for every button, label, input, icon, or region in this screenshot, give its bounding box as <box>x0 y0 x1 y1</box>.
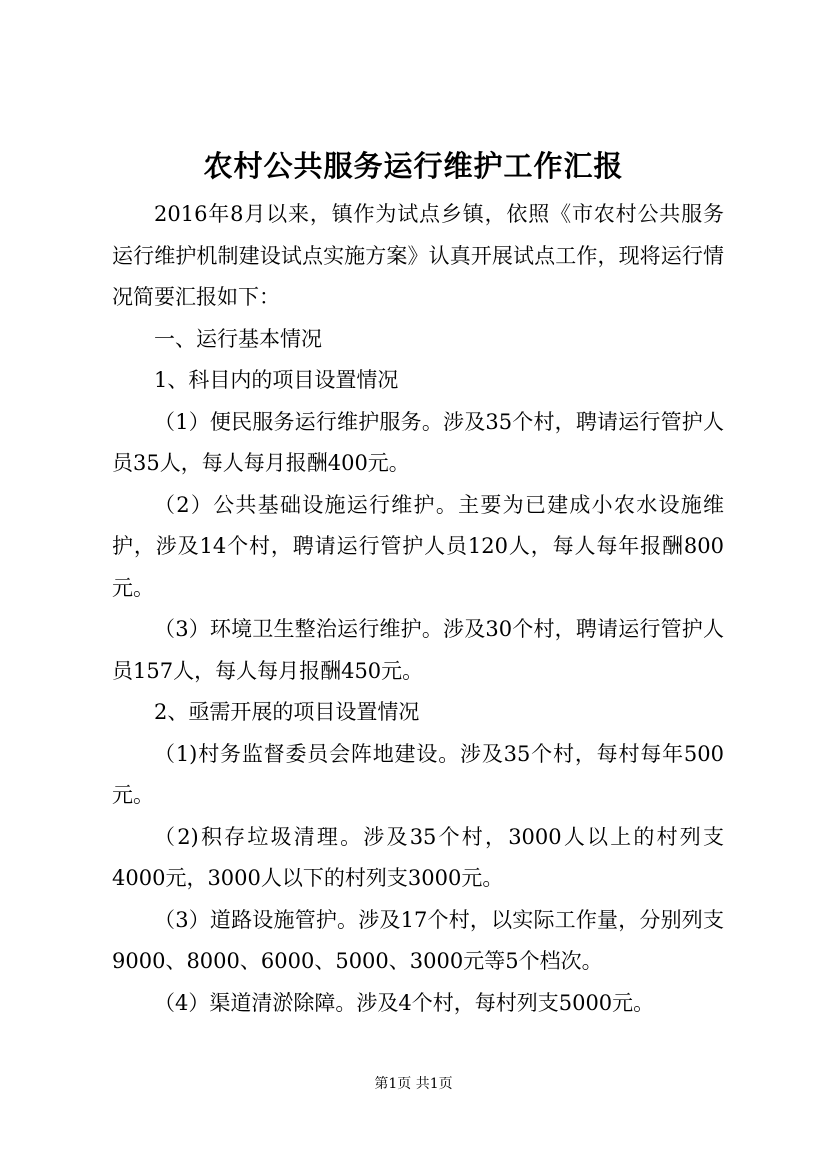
page-number-footer: 第1页 共1页 <box>374 1076 453 1092</box>
list-item-1-2: （2）公共基础设施运行维护。主要为已建成小农水设施维护，涉及14个村，聘请运行管护人员120人，每人每年报酬800元。 <box>112 492 724 600</box>
paragraph-intro: 2016年8月以来，镇作为试点乡镇，依照《市农村公共服务运行维护机制建设试点实施方案》认真开展试点工作，现将运行情况简要汇报如下： <box>112 202 724 309</box>
list-item-2-1: （1)村务监督委员会阵地建设。涉及35个村，每村每年500元。 <box>112 741 724 807</box>
document-title: 农村公共服务运行维护工作汇报 <box>203 149 624 183</box>
list-item-2-3: （3）道路设施管护。涉及17个村，以实际工作量，分别列支9000、8000、6000、5000、3000元等5个档次。 <box>112 907 724 973</box>
list-item-1-1: （1）便民服务运行维护服务。涉及35个村，聘请运行管护人员35人，每人每月报酬400元。 <box>112 409 724 475</box>
list-item-1-3: （3）环境卫生整治运行维护。涉及30个村，聘请运行管护人员157人，每人每月报酬450元。 <box>112 617 724 683</box>
list-item-2-2: （2)积存垃圾清理。涉及35个村，3000人以上的村列支4000元，3000人以下的村列支3000元。 <box>112 824 724 890</box>
section-heading-1: 一、运行基本情况 <box>154 326 322 351</box>
document-body <box>112 194 724 1024</box>
subsection-heading-1: 1、科目内的项目设置情况 <box>154 368 399 392</box>
subsection-heading-2: 2、亟需开展的项目设置情况 <box>154 700 420 724</box>
list-item-2-4: （4）渠道清淤除障。涉及4个村，每村列支5000元。 <box>154 990 655 1015</box>
